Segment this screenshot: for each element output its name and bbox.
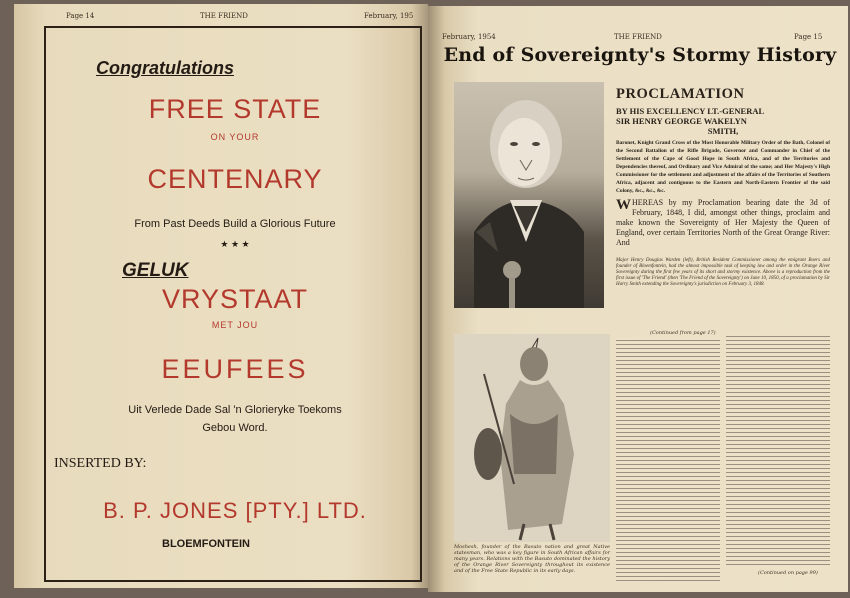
advertisement bbox=[44, 26, 422, 582]
article-column-1 bbox=[616, 338, 720, 582]
portrait-illustration bbox=[454, 82, 604, 308]
free-state-text: FREE STATE bbox=[148, 94, 322, 124]
page-number-left: Page 14 bbox=[66, 12, 95, 20]
running-title-left: THE FRIEND bbox=[200, 12, 248, 20]
met-jou-text: MET JOU bbox=[211, 320, 259, 330]
continued-from-note: (Continued from page 17) bbox=[650, 330, 716, 336]
right-page bbox=[428, 6, 848, 592]
proclamation-byline-3: SMITH, bbox=[707, 126, 739, 136]
portrait-caption: Major Henry Douglas Warden (left), British Resident Commissioner among the emigrant Boers and founder of Bloemfontein, had the almost impossible task of keeping law and order in the Orange River Sovereignty during the first few years of its short and stormy existence. Above is a reproduction from the first issue of 'The Friend' (then 'The Friend of the Sovereignty') on June 10, 1850, of a proclamation by Sir Harry Smith extending the Sovereignty's jurisdiction on February 3, 1848. bbox=[616, 258, 830, 287]
portrait-photo bbox=[454, 82, 604, 308]
article-column-2 bbox=[726, 334, 830, 566]
headline: End of Sovereignty's Stormy History bbox=[443, 44, 837, 66]
english-tagline: From Past Deeds Build a Glorious Future bbox=[134, 218, 336, 230]
moshesh-drawing bbox=[454, 334, 610, 542]
stars-divider: ★ ★ ★ bbox=[220, 239, 250, 249]
on-your-text: ON YOUR bbox=[210, 132, 260, 142]
proclamation-byline-2: SIR HENRY GEORGE WAKELYN bbox=[616, 116, 747, 126]
congratulations-heading: Congratulations bbox=[96, 58, 234, 78]
page-number-right: Page 15 bbox=[794, 33, 823, 41]
proclamation-title: PROCLAMATION bbox=[616, 86, 745, 102]
afrikaans-tagline-1: Uit Verlede Dade Sal 'n Glorieryke Toekoms bbox=[128, 404, 342, 416]
proclamation-titles: Baronet, Knight Grand Cross of the Most Honorable Military Order of the Bath, Colonel of the Second Battalion of the Rifle Brigade, Governor and Commander in Chief of the Settlement of the Cape of Good Hope in South Africa, and of the Territories and Dependencies thereof, and Ordinary and Vice Admiral of the same; and Her Majesty's High Commissioner for the settlement and adjustment of the affairs of the Territories of Southern Africa, adjacent and contiguous to the Eastern and North-Eastern Frontier of the said Colony, &c., &c., &c. bbox=[616, 140, 830, 194]
drop-cap: W bbox=[616, 197, 631, 213]
proclamation-byline-1: BY HIS EXCELLENCY LT.-GENERAL bbox=[616, 106, 765, 116]
continued-on-note: (Continued on page 99) bbox=[758, 570, 818, 576]
centenary-text: CENTENARY bbox=[147, 164, 323, 194]
afrikaans-tagline-2: Gebou Word. bbox=[202, 422, 268, 434]
geluk-heading: GELUK bbox=[122, 260, 189, 281]
date-left: February, 195 bbox=[364, 12, 414, 20]
inserted-by-label: INSERTED BY: bbox=[54, 456, 147, 471]
city-name: BLOEMFONTEIN bbox=[162, 538, 250, 550]
vrystaat-text: VRYSTAAT bbox=[161, 284, 309, 314]
date-right: February, 1954 bbox=[442, 33, 496, 41]
moshesh-illustration bbox=[454, 334, 610, 542]
proclamation-opening-text: HEREAS by my Proclamation bearing date the 3d of February, 1848, I did, amongst other things, proclaim and make known the Sovereignty of Her Majesty the Queen of England, over certain Territories North of the Great Orange River: And bbox=[616, 198, 830, 247]
left-page bbox=[14, 4, 428, 588]
proclamation bbox=[616, 86, 830, 288]
company-name: B. P. JONES [PTY.] LTD. bbox=[103, 498, 367, 523]
running-title-right: THE FRIEND bbox=[614, 33, 662, 41]
eeufees-text: EEUFEES bbox=[161, 354, 309, 384]
moshesh-caption: Moshesh, founder of the Basuto nation and great Native statesman, who was a key figure in South African affairs for many years. Relations with the Basuto dominated the history of the Orange River Sovereignty throughout its existence and of the Free State Republic in its early days. bbox=[454, 544, 610, 574]
proclamation-opening bbox=[616, 198, 830, 248]
